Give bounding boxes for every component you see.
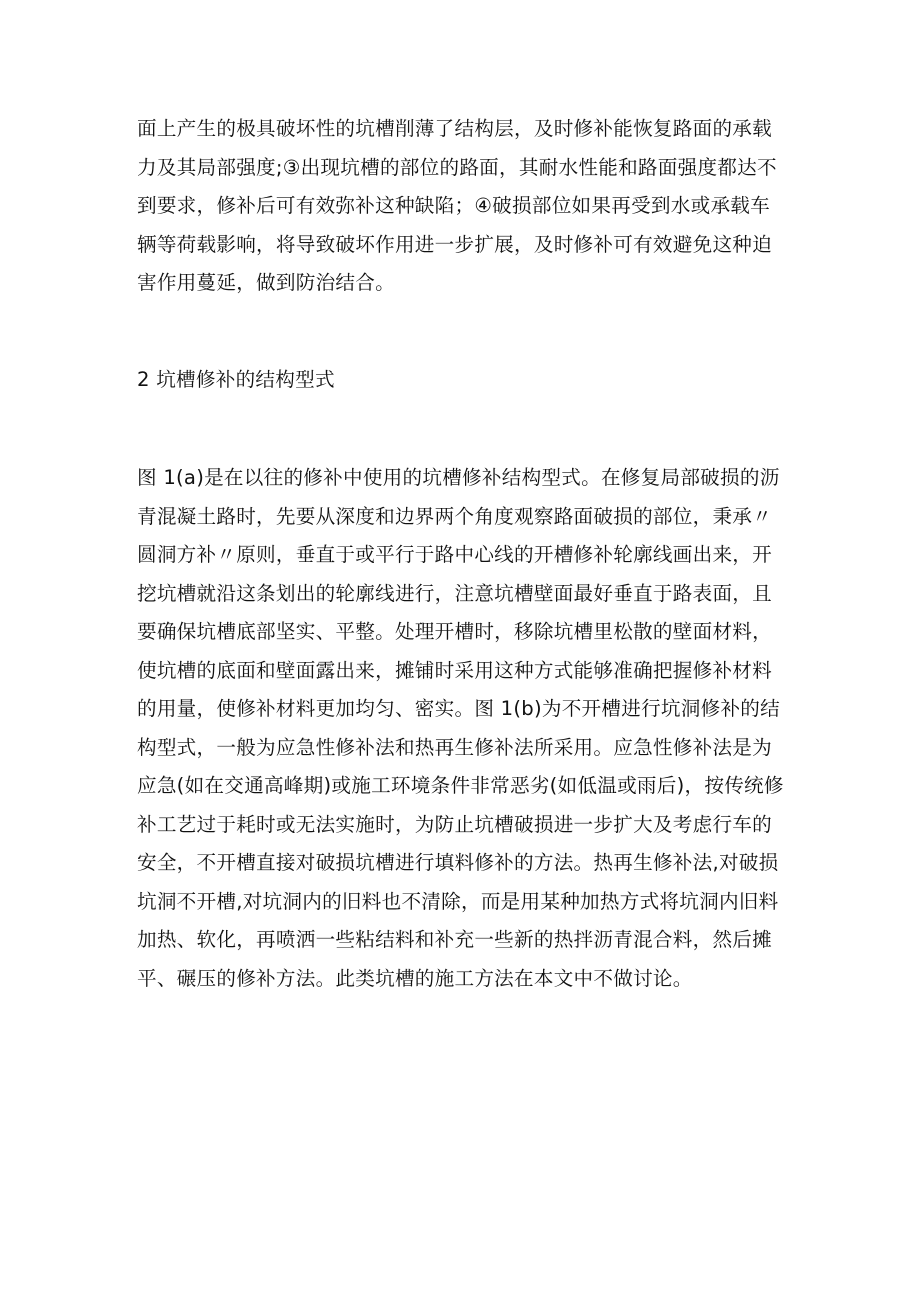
section-heading: 2 坑槽修补的结构型式: [137, 367, 335, 391]
text-line: 的用量，使修补材料更加均匀、密实。图 1(b)为不开槽进行坑洞修补的结: [137, 697, 780, 720]
text-line: 面上产生的极具破坏性的坑槽削薄了结构层，及时修补能恢复路面的承载: [137, 117, 772, 140]
text-line: 力及其局部强度;③出现坑槽的部位的路面，其耐水性能和路面强度都达不: [137, 155, 777, 179]
text-line: 要确保坑槽底部坚实、平整。处理开槽时，移除坑槽里松散的壁面材料，: [137, 620, 772, 643]
text-line: 补工艺过于耗时或无法实施时，为防止坑槽破损进一步扩大及考虑行车的: [137, 812, 772, 836]
text-line: 应急(如在交通高峰期)或施工环境条件非常恶劣(如低温或雨后)，按传统修: [137, 774, 784, 797]
text-line: 安全，不开槽直接对破损坑槽进行填料修补的方法。热再生修补法,对破损: [137, 851, 779, 874]
text-line: 挖坑槽就沿这条划出的轮廓线进行，注意坑槽壁面最好垂直于路表面，且: [137, 581, 772, 605]
paragraph-spacer: [137, 303, 787, 361]
text-line: 平、碾压的修补方法。此类坑槽的施工方法在本文中不做讨论。: [137, 966, 693, 990]
text-line: 坑洞不开槽,对坑洞内的旧料也不清除，而是用某种加热方式将坑洞内旧料: [137, 889, 779, 913]
text-line: 到要求，修补后可有效弥补这种缺陷；④破损部位如果再受到水或承载车: [137, 194, 770, 217]
paragraph-damage-effects: [137, 110, 787, 303]
text-line: 构型式，一般为应急性修补法和热再生修补法所采用。应急性修补法是为: [137, 735, 772, 759]
text-line: 害作用蔓延，做到防治结合。: [137, 271, 395, 294]
text-line: 圆洞方补〃原则，垂直于或平行于路中心线的开槽修补轮廓线画出来，开: [137, 543, 772, 566]
text-line: 图 1(a)是在以往的修补中使用的坑槽修补结构型式。在修复局部破损的沥: [137, 466, 780, 489]
text-line: 使坑槽的底面和壁面露出来，摊铺时采用这种方式能够准确把握修补材料: [137, 658, 772, 682]
paragraph-spacer: [137, 399, 787, 459]
document-body: [137, 110, 787, 998]
text-line: 青混凝土路时，先要从深度和边界两个角度观察路面破损的部位，秉承〃: [137, 504, 772, 528]
text-line: 辆等荷载影响，将导致破坏作用进一步扩展，及时修补可有效避免这种迫: [137, 232, 772, 256]
paragraph-repair-structure: [137, 459, 787, 998]
text-line: 加热、软化，再喷洒一些粘结料和补充一些新的热拌沥青混合料，然后摊: [137, 928, 772, 951]
